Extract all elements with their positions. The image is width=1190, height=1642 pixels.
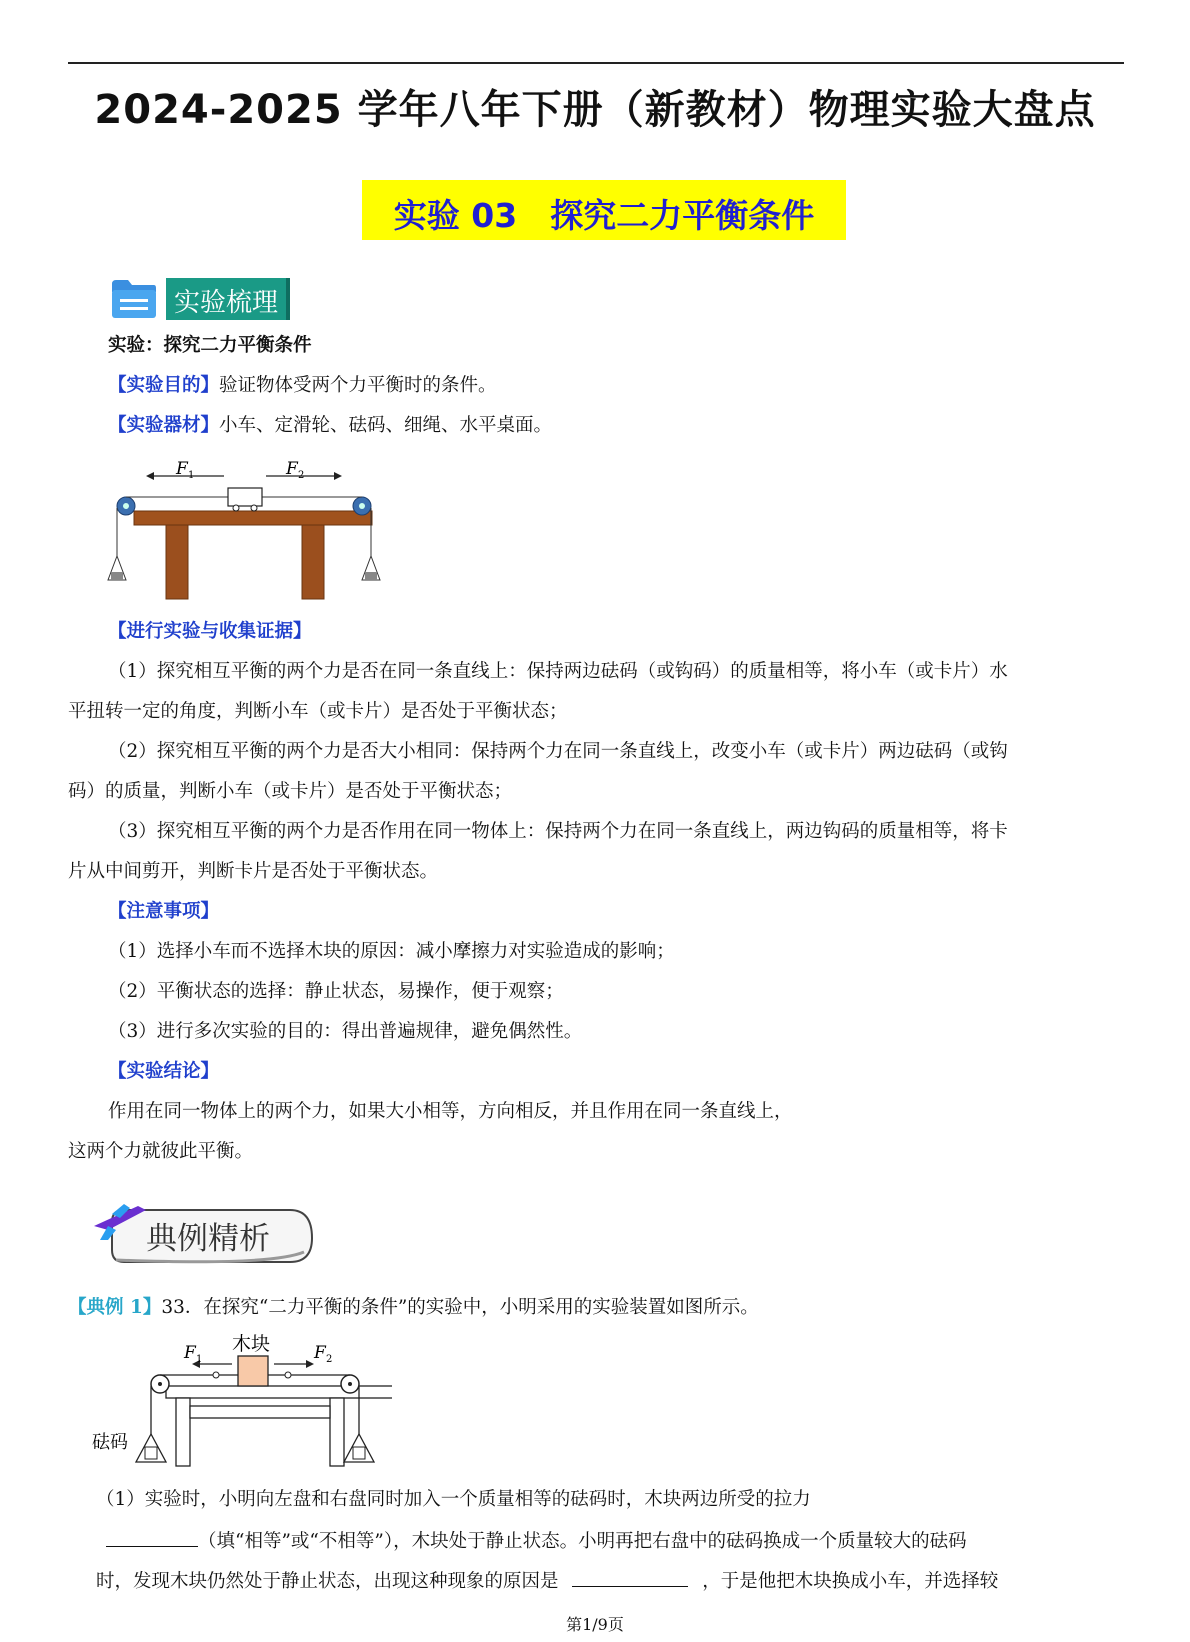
force-f2-subscript: 2 (326, 1354, 333, 1365)
force-f2-label: F (286, 460, 298, 479)
main-title: 2024-2025 学年八年下册（新教材）物理实验大盘点 (94, 87, 1096, 133)
apparatus-figure-1 (106, 460, 406, 602)
subtitle: 实验 03 探究二力平衡条件 (393, 196, 815, 235)
force-f1-label: F (184, 1343, 196, 1363)
block-label: 木块 (232, 1334, 271, 1355)
procedure-3-line2: 片从中间剪开，判断卡片是否处于平衡状态。 (68, 861, 439, 882)
force-f2-subscript: 2 (298, 470, 305, 481)
example-1-line (68, 1294, 759, 1322)
force-f1-subscript: 1 (196, 1354, 203, 1365)
note-item: （3）进行多次实验的目的：得出普遍规律，避免偶然性。 (108, 1021, 583, 1042)
top-rule (68, 62, 1124, 64)
page-number: 第1/9页 (566, 1615, 624, 1634)
force-f2-label: F (314, 1343, 326, 1363)
question-1-line3-text-a: 时，发现木块仍然处于静止状态，出现这种现象的原因是 (96, 1571, 559, 1592)
question-1-line2 (106, 1526, 967, 1556)
procedure-1-line1: （1）探究相互平衡的两个力是否在同一条直线上：保持两边砝码（或钩码）的质量相等，将小车（或卡片）水 (108, 661, 1008, 682)
equipment-text: 小车、定滑轮、砝码、细绳、水平桌面。 (219, 415, 553, 436)
conclusion-label: 【实验结论】 (108, 1061, 220, 1082)
note-item: （1）选择小车而不选择木块的原因：减小摩擦力对实验造成的影响； (108, 941, 675, 962)
folder-icon (110, 278, 158, 320)
notes-label: 【注意事项】 (108, 901, 220, 922)
question-1-line2-text: （填“相等”或“不相等”），木块处于静止状态。小明再把右盘中的砝码换成一个质量较大的砝码 (198, 1531, 967, 1552)
conclusion-line1: 作用在同一物体上的两个力，如果大小相等，方向相反，并且作用在同一条直线上， (108, 1101, 793, 1122)
equipment-line (108, 412, 552, 440)
procedure-2-line1: （2）探究相互平衡的两个力是否大小相同：保持两个力在同一条直线上，改变小车（或卡片）两边砝码（或钩 (108, 741, 1008, 762)
procedure-2-line2: 码）的质量，判断小车（或卡片）是否处于平衡状态； (68, 781, 513, 802)
purpose-text: 验证物体受两个力平衡时的条件。 (219, 375, 497, 396)
procedure-label: 【进行实验与收集证据】 (108, 621, 312, 642)
example-banner-label: 典例精析 (146, 1221, 270, 1257)
answer-blank[interactable] (106, 1526, 198, 1547)
purpose-label: 【实验目的】 (108, 375, 220, 396)
force-f1-subscript: 1 (188, 470, 195, 481)
note-item: （2）平衡状态的选择：静止状态，易操作，便于观察； (108, 981, 564, 1002)
example-text: 33．在探究“二力平衡的条件”的实验中，小明采用的实验装置如图所示。 (161, 1297, 759, 1318)
question-1-line1: （1）实验时，小明向左盘和右盘同时加入一个质量相等的砝码时，木块两边所受的拉力 (96, 1489, 811, 1510)
purpose-line (108, 372, 497, 400)
question-1-line3 (96, 1566, 998, 1596)
force-f1-label: F (176, 460, 188, 479)
procedure-1-line2: 平扭转一定的角度，判断小车（或卡片）是否处于平衡状态； (68, 701, 568, 722)
experiment-title: 实验：探究二力平衡条件 (108, 335, 312, 356)
question-1-line3-text-b: ，于是他把木块换成小车，并选择较 (702, 1571, 999, 1592)
section-banner-label: 实验梳理 (173, 288, 278, 318)
weights-label: 砝码 (92, 1432, 128, 1453)
example-label: 【典例 1】 (68, 1297, 162, 1318)
conclusion-line2: 这两个力就彼此平衡。 (68, 1141, 254, 1162)
procedure-3-line1: （3）探究相互平衡的两个力是否作用在同一物体上：保持两个力在同一条直线上，两边钩码的质量相等，将卡 (108, 821, 1008, 842)
apparatus-figure-2 (92, 1334, 392, 1470)
equipment-label: 【实验器材】 (108, 415, 220, 436)
answer-blank[interactable] (572, 1566, 688, 1587)
